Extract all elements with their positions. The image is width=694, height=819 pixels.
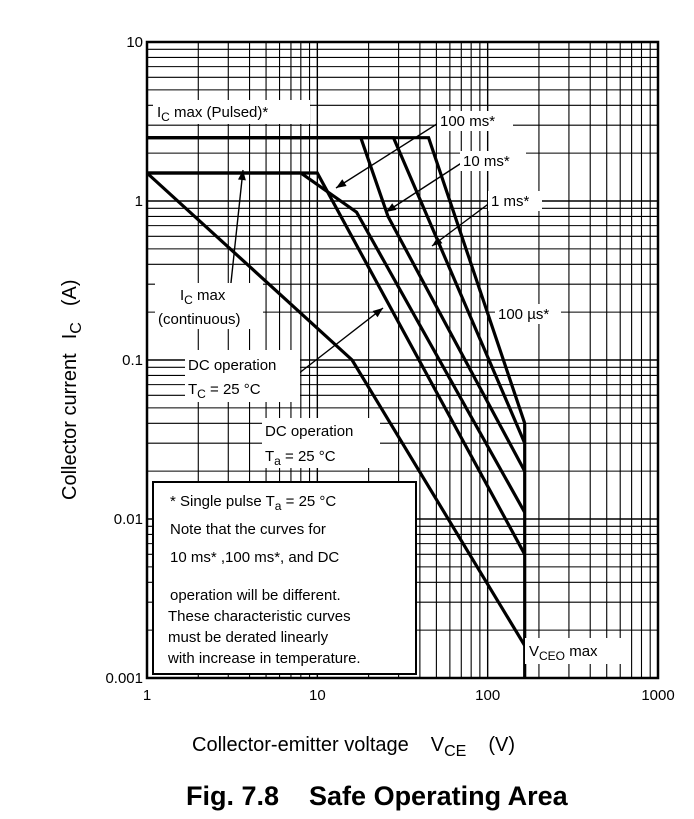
y-axis-title: Collector currentI$_C$(A) [59, 279, 85, 500]
note-line-3: 10 ms* ,100 ms*, and DC [170, 549, 340, 566]
x-axis-title: Collector-emitter voltage $V_{CE}$ (V) [192, 734, 515, 760]
note-line-1: * Single pulse $T_a = 25$ °C [170, 493, 337, 513]
pointer-arrowhead-2 [386, 203, 397, 212]
label-dc-ta-line1: DC operation [265, 423, 354, 440]
x-tick-label: 100 [475, 687, 501, 704]
note-line-5: These characteristic curves [168, 608, 351, 625]
label-1ms: 1 ms* [491, 193, 530, 210]
label-10ms: 10 ms* [463, 153, 510, 170]
note-line-7: with increase in temperature. [168, 650, 361, 667]
label-100ms: 100 ms* [440, 113, 496, 130]
pointer-line-4 [230, 170, 243, 292]
pointer-line-5 [298, 308, 383, 374]
pointer-arrowhead-1 [336, 179, 347, 188]
y-tick-label: 0.01 [113, 511, 143, 528]
note-line-4: operation will be different. [170, 587, 341, 604]
label-continuous: (continuous) [158, 311, 241, 328]
figure-title: Fig. 7.8 Safe Operating Area [186, 781, 568, 811]
x-tick-label: 1 [142, 687, 152, 704]
note-line-6: must be derated linearly [168, 629, 329, 646]
label-dc-tc-line1: DC operation [188, 357, 277, 374]
note-line-2: Note that the curves for [170, 521, 326, 538]
note-box [153, 482, 416, 674]
label-vceo-max: $V_{CEO}$ max [529, 643, 598, 663]
label-ic-max-pulsed: $I_C$ max (Pulsed)* [157, 104, 269, 124]
label-100us: 100 µs* [498, 306, 550, 323]
y-tick-label: 0.001 [105, 670, 143, 687]
label-dc-ta-line2: $T_a = 25$ °C [265, 448, 336, 468]
x-tick-label: 1000 [641, 687, 675, 704]
pointer-line-1 [336, 122, 440, 188]
label-ic-max-continuous: $I_C$ max [180, 287, 226, 307]
y-tick-label: 10 [126, 34, 143, 51]
x-tick-label: 10 [308, 687, 326, 704]
y-tick-label: 1 [134, 193, 143, 210]
y-tick-label: 0.1 [122, 352, 143, 369]
label-dc-tc-line2: $T_C = 25$ °C [188, 381, 261, 401]
